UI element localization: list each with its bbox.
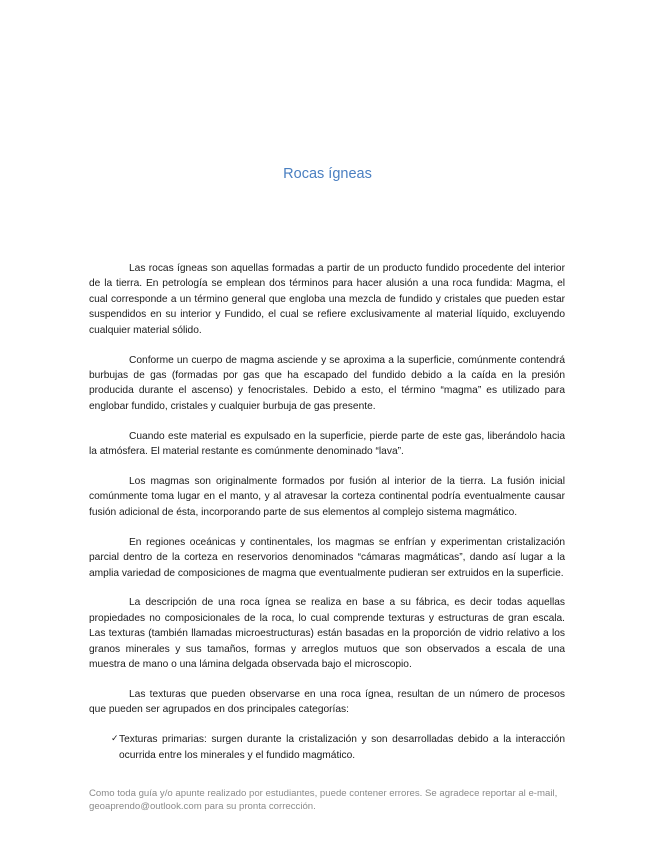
paragraph-7: Las texturas que pueden observarse en una roca ígnea, resultan de un número de procesos que pueden ser agrupados en dos principales categorías:: [89, 688, 565, 716]
paragraph-5: En regiones oceánicas y continentales, los magmas se enfrían y experimentan cristalización parcial dentro de la corteza en reservorios denominados “cámaras magmáticas”, dando así lugar a la amplia variedad de composiciones de magma que eventualmente pudieran ser extruidos en la superficie.: [89, 536, 565, 579]
footer-note: Como toda guía y/o apunte realizado por estudiantes, puede contener errores. Se agradece reportar al e-mail, geoaprendo@outlook.com para su pronta corrección.: [89, 788, 558, 812]
paragraph-6: La descripción de una roca ígnea se realiza en base a su fábrica, es decir todas aquellas propiedades no composicionales de la roca, lo cual comprende texturas y estructuras de gran escala. Las texturas (también llamadas microestructuras) están basadas en la proporción de vidrio relativo a los granos minerales y sus tamaños, formas y arreglos mutuos que son observados a escala de una muestra de mano o una lámina delgada observada bajo el microscopio.: [89, 597, 565, 671]
bullet-text: Texturas primarias: surgen durante la cristalización y son desarrolladas debido a la interacción ocurrida entre los minerales y el fundido magmático.: [119, 734, 565, 761]
paragraph-2: Conforme un cuerpo de magma asciende y se aproxima a la superficie, comúnmente contendrá burbujas de gas (formadas por gas que ha escapado del fundido debido a la caída en la presión producida durante el ascenso) y fenocristales. Debido a esto, el término “magma” es utilizado para englobar fundido, cristales y cualquier burbuja de gas presente.: [89, 354, 565, 412]
paragraph-3: Cuando este material es expulsado en la superficie, pierde parte de este gas, liberándolo hacia la atmósfera. El material restante es comúnmente denominado “lava”.: [89, 430, 565, 458]
paragraph-1: Las rocas ígneas son aquellas formadas a partir de un producto fundido procedente del interior de la tierra. En petrología se emplean dos términos para hacer alusión a una roca fundida: Magma, el cual corresponde a un término general que engloba una mezcla de fundido y cristales que pueden estar suspendidos en su interior y Fundido, el cual se refiere exclusivamente al material líquido, excluyendo cualquier material sólido.: [89, 263, 565, 336]
paragraph-4: Los magmas son originalmente formados por fusión al interior de la tierra. La fusión inicial comúnmente toma lugar en el manto, y al atravesar la corteza continental podría eventualmente causar fusión adicional de ésta, incorporando parte de sus elementos al complejo sistema magmático.: [89, 475, 565, 518]
bullet-list: [89, 732, 565, 763]
checkmark-icon: ✓: [111, 734, 119, 745]
list-item: [89, 732, 565, 763]
body-text: [89, 261, 565, 763]
page-title: Rocas ígneas: [283, 166, 372, 182]
